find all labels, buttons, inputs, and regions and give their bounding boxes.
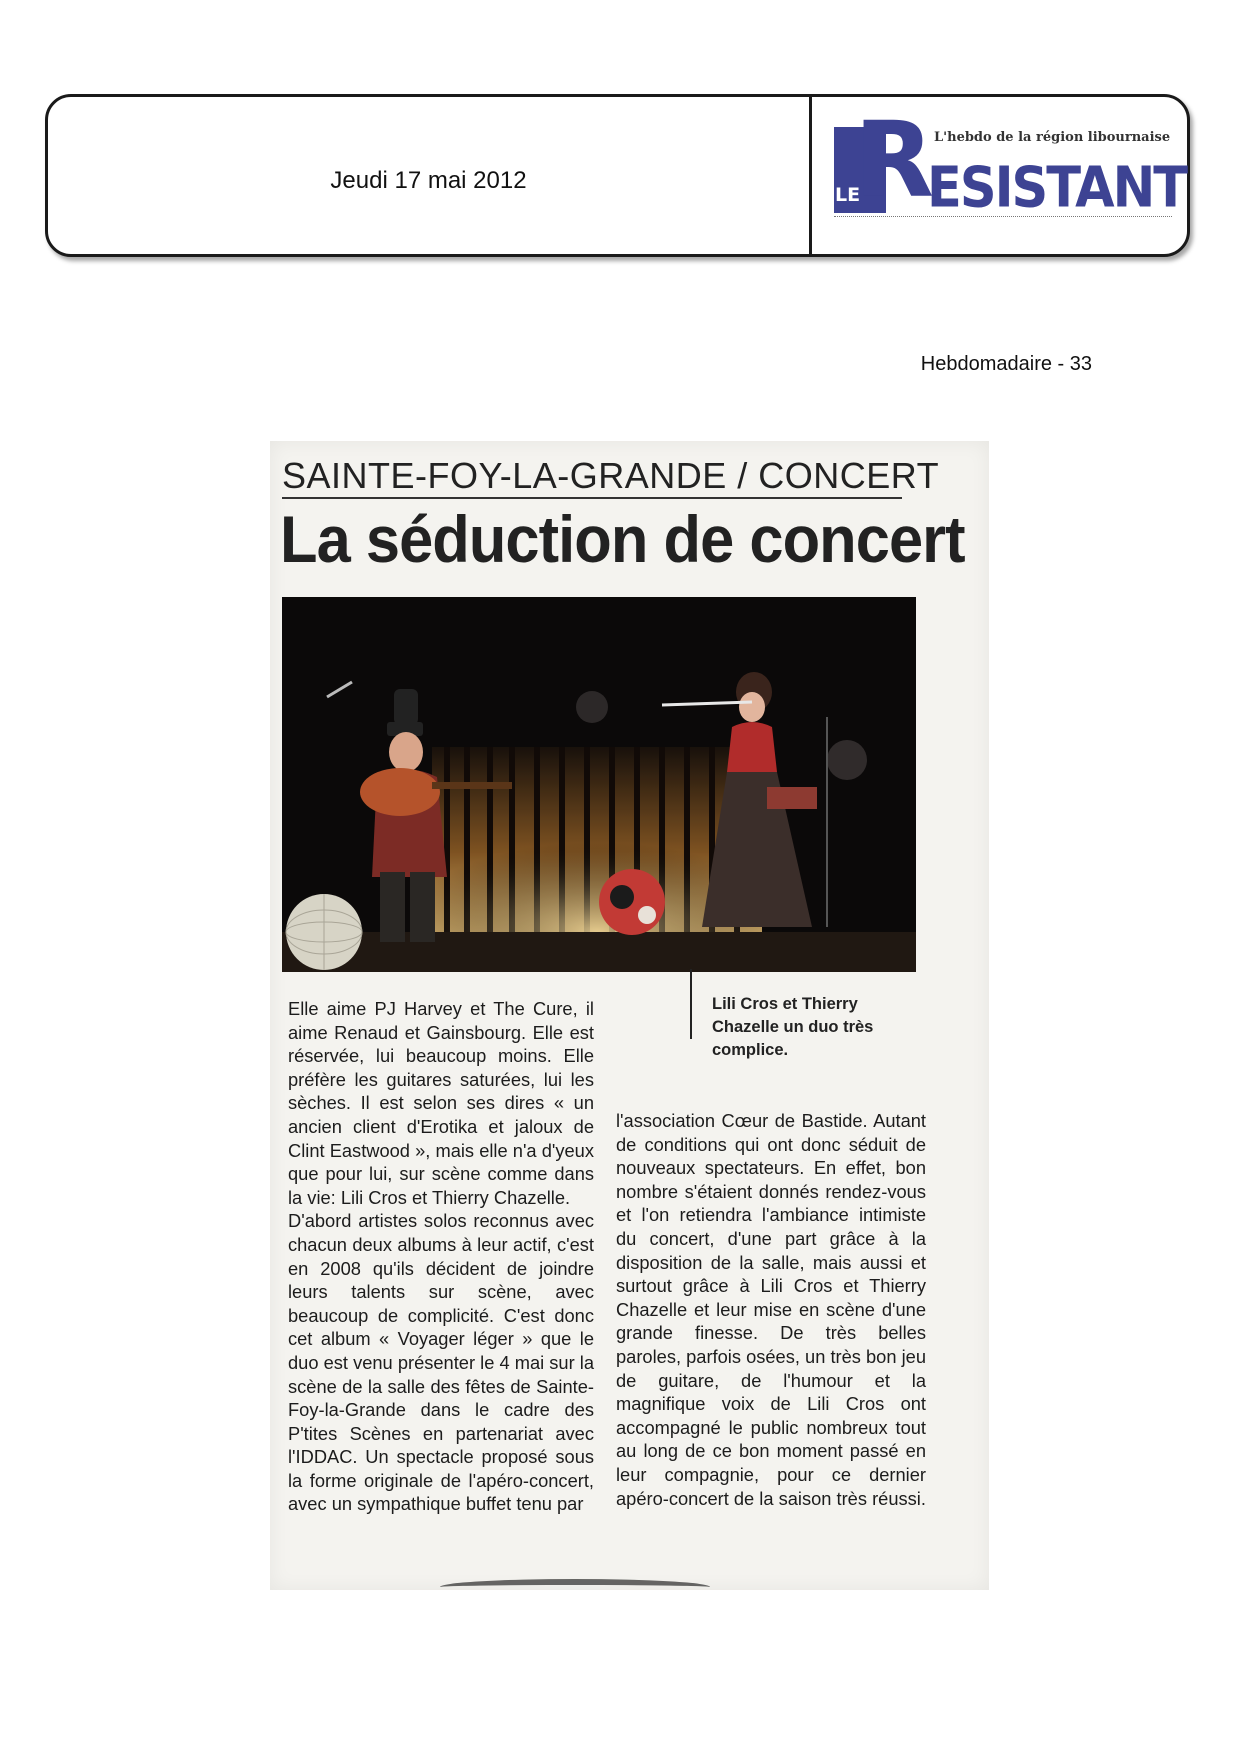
concert-photo bbox=[282, 597, 916, 972]
issue-label: Hebdomadaire - 33 bbox=[920, 353, 1092, 375]
article-column-left bbox=[288, 997, 594, 1516]
newspaper-logo bbox=[834, 99, 1187, 224]
article-kicker: SAINTE-FOY-LA-GRANDE / CONCERT bbox=[282, 455, 940, 496]
article-paragraph-1: Elle aime PJ Harvey et The Cure, il aime Renaud et Gainsbourg. Elle est réservée, lui beaucoup moins. Elle préfère les guitares saturées, lui les sèches. Il est selon ses dires « un ancien client d'Erotika et jaloux de Clint Eastwood », mais elle n'a d'yeux que pour lui, sur scène comme dans la vie: Lili Cros et Thierry Chazelle. bbox=[288, 998, 594, 1208]
photo-caption: Lili Cros et Thierry Chazelle un duo très complice. bbox=[712, 995, 874, 1059]
caption-rule bbox=[690, 969, 692, 1039]
logo-initial: R bbox=[854, 99, 932, 221]
article-paragraph-2: D'abord artistes solos reconnus avec chacun deux albums à leur actif, c'est en 2008 qu'ils décident de joindre leurs talents sur scène, avec beaucoup de complicité. C'est donc cet album « Voyager léger » que le duo est venu présenter le 4 mai sur la scène de la salle des fêtes de Sainte-Foy-la-Grande dans le cadre des P'tites Scènes en partenariat avec l'IDDAC. Un spectacle proposé sous la forme originale de l'apéro-concert, avec un sympathique buffet tenu par bbox=[288, 1210, 594, 1515]
header-box bbox=[45, 94, 1190, 257]
publication-date: Jeudi 17 mai 2012 bbox=[330, 167, 527, 194]
kicker-rule bbox=[282, 497, 902, 499]
concert-photo-illustration bbox=[282, 597, 916, 972]
article-column-right bbox=[616, 1109, 926, 1510]
logo-le: LE bbox=[835, 184, 861, 206]
newspaper-clipping bbox=[270, 441, 989, 1590]
article-headline: La séduction de concert bbox=[280, 502, 965, 576]
logo-tagline: L'hebdo de la région libournaise bbox=[934, 130, 1171, 145]
logo-fineprint bbox=[834, 216, 1172, 221]
logo-wordmark: ESISTANT bbox=[927, 156, 1187, 221]
article-paragraph-3: l'association Cœur de Bastide. Autant de conditions qui ont donc séduit de nouveaux spectateurs. En effet, bon nombre s'étaient donnés rendez-vous et l'on retiendra l'ambiance intimiste du concert, d'une part grâce à la disposition de la salle, mais aussi et surtout grâce à Lili Cros et Thierry Chazelle et leur mise en scène d'une grande finesse. De très belles paroles, parfois osées, un très bon jeu de guitare, de l'humour et la magnifique voix de Lili Cros ont accompagné le public nombreux tout au long de ce bon moment passé en leur compagnie, pour ce dernier apéro-concert de la saison très réussi. bbox=[616, 1110, 926, 1509]
header-divider bbox=[809, 97, 812, 254]
next-article-bleed bbox=[440, 1579, 710, 1595]
